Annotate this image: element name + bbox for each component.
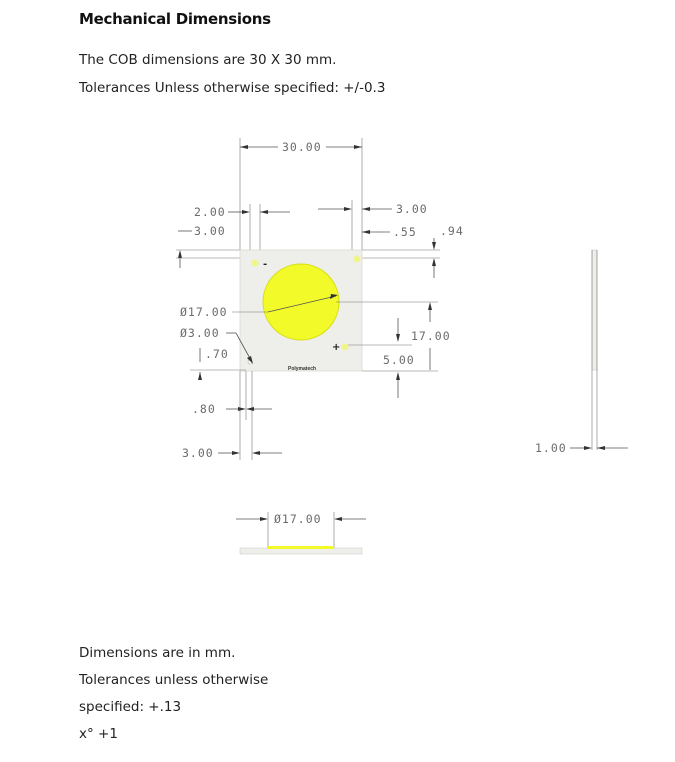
brand-label: Polymatech	[288, 366, 317, 372]
intro-tolerance-text: Tolerances Unless otherwise specified: +/-0.3	[79, 80, 386, 96]
dim-left-offset-1: 2.00	[194, 205, 226, 219]
plus-sign: +	[332, 342, 341, 353]
dim-led-diameter: Ø17.00	[180, 305, 228, 319]
dim-side-thickness: 1.00	[535, 441, 567, 455]
minus-pad-icon	[252, 260, 259, 267]
dim-pad-offset: 5.00	[383, 353, 415, 367]
bottom-view-led	[268, 546, 334, 549]
dim-top-offset: .94	[440, 224, 464, 238]
dim-right-offset-1: 3.00	[396, 202, 428, 216]
minus-sign: -	[263, 259, 268, 270]
footer-units-text: Dimensions are in mm.	[79, 645, 236, 661]
footer-specified-text: specified: +.13	[79, 699, 182, 715]
dim-right-offset-2: .55	[393, 225, 417, 239]
dim-overall-width: 30.00	[282, 140, 322, 154]
dim-bottom-diameter: Ø17.00	[274, 512, 322, 526]
dim-hole-diameter: Ø3.00	[180, 326, 220, 340]
plus-pad-icon	[342, 344, 349, 351]
dim-chamfer: .70	[205, 347, 229, 361]
dim-bottom-offset-2: 3.00	[182, 446, 214, 460]
footer-angle-text: x° +1	[79, 726, 118, 742]
page-title: Mechanical Dimensions	[79, 10, 271, 28]
footer-tolerance-text: Tolerances unless otherwise	[79, 672, 269, 688]
side-view-board	[592, 250, 597, 370]
dim-height-17: 17.00	[411, 329, 451, 343]
corner-pad-icon	[354, 256, 361, 263]
dim-left-offset-2: 3.00	[194, 224, 226, 238]
led-emitting-area	[263, 264, 339, 340]
intro-dimensions-text: The COB dimensions are 30 X 30 mm.	[79, 52, 337, 68]
dim-bottom-offset-1: .80	[192, 402, 216, 416]
